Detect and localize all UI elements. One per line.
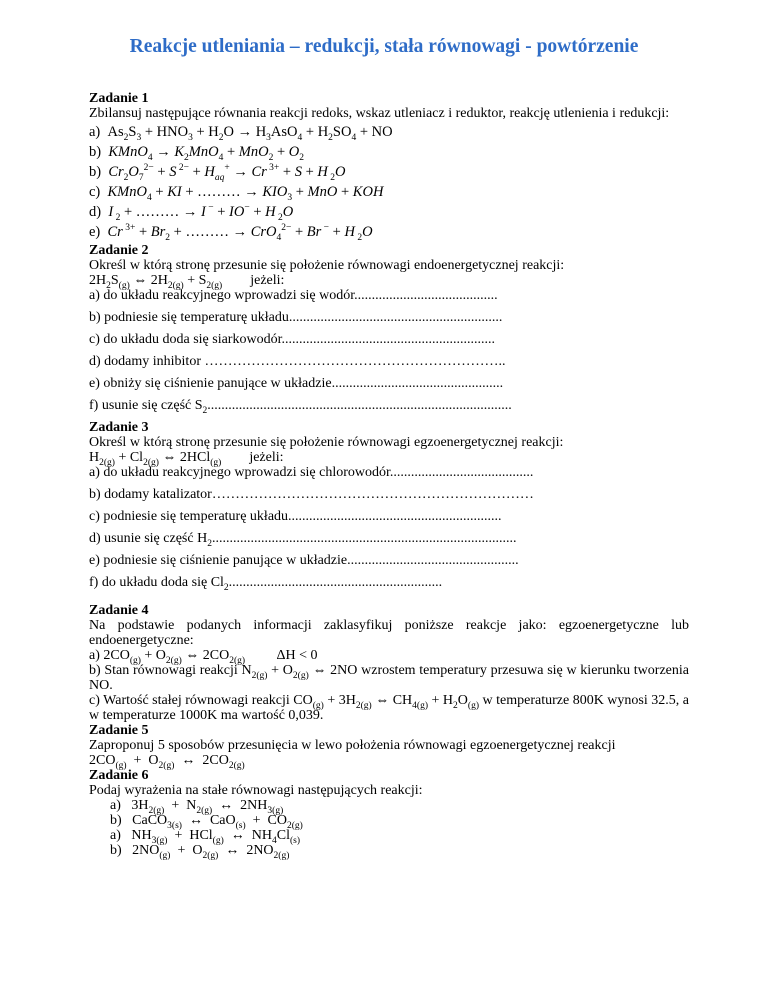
task-1-text: Zbilansuj następujące równania reakcji redoks, wskaz utleniacz i reduktor, reakcję utlenienia i redukcji: <box>89 106 670 121</box>
equation-1e: e) Cr $^{3+} + Br_2$ + ……… → CrO$_4^{2-}$ + Br − + H $_2$O <box>89 223 373 243</box>
task-3-heading: Zadanie 3 <box>89 420 149 435</box>
task-2-item-a: a) do układu reakcyjnego wprowadzi się wodór......................................... <box>89 288 498 303</box>
task-3-text: Określ w którą stronę przesunie się położenie równowagi egzoenergetycznej reakcji: <box>89 435 564 450</box>
task-2-text: Określ w którą stronę przesunie się położenie równowagi endoenergetycznej reakcji: <box>89 258 565 273</box>
task-6-item-d: b) $2NO_{(g)} + O_{2(g)}$ ↔ $2NO_{2(g)}$ <box>110 843 290 861</box>
task-4-item-a: a) $2CO_{(g)} + O_{2(g)}$ ⇔ $2CO_{2(g)}$ ΔH < 0 <box>89 648 318 666</box>
equation-1a: a) $As_2S_3 + HNO_3 + H_2O \to H_3AsO_4 + H_2SO_4$ + NO <box>89 124 393 143</box>
task-1-heading: Zadanie 1 <box>89 91 149 106</box>
task-5-heading: Zadanie 5 <box>89 723 149 738</box>
task-4-item-b: b) Stan równowagi reakcji $N_{2(g)} + O_{2(g)}$ ⇔ 2NO wzrostem temperatury przesuwa się w kierunku tworzenia NO. <box>89 663 689 693</box>
task-2-item-d: d) dodamy inhibitor ……………………………………………………….. <box>89 354 506 369</box>
task-5-text: Zaproponuj 5 sposobów przesunięcia w lewo położenia równowagi egzoenergetycznej reakcji <box>89 738 616 753</box>
task-2-item-e: e) obniży się ciśnienie panujące w układzie................................................. <box>89 376 504 391</box>
task-2-item-b: b) podniesie się temperaturę układu............................................................. <box>89 310 503 325</box>
task-6-item-c: a) $NH_{3(g)} + HCl_{(g)}$ ↔ $NH_4Cl_{(s)}$ <box>110 828 300 846</box>
task-6-heading: Zadanie 6 <box>89 768 149 783</box>
equation-1b2: b) $Cr_2O_7^{2-} + S$ $^{2-} + H_{aq}^+ \to Cr$ $^{3+}$ + S + H $_2$O <box>89 163 346 183</box>
task-2-reaction: $2H_2S_{(g)}$ ⇔ $2H_{2(g)} + S_{2(g)}$ jeżeli: <box>89 273 285 291</box>
document-title: Reakcje utleniania – redukcji, stała równowagi - powtórzenie <box>129 36 639 57</box>
task-6-text: Podaj wyrażenia na stałe równowagi następujących reakcji: <box>89 783 423 798</box>
equation-1c: c) KMnO$_4$ + KI + ……… → $KIO_3$ + MnO + KOH <box>89 184 384 203</box>
task-4-item-c: c) Wartość stałej równowagi reakcji $CO_{(g)} + 3H_{2(g)}$ ⇔ $CH_{4(g)} + H_2O_{(g)}$ w temperaturze 800K wynosi 32.5, a w temperaturze 1000K ma wartość 0,039. <box>89 693 689 723</box>
task-3-item-a: a) do układu reakcyjnego wprowadzi się chlorowodór......................................... <box>89 465 534 480</box>
task-4-heading: Zadanie 4 <box>89 603 149 618</box>
task-3-item-e: e) podniesie się ciśnienie panujące w układzie................................................. <box>89 553 519 568</box>
task-2-item-f: f) usunie się część $S_2$....................................................................................... <box>89 398 512 416</box>
task-6-item-a: a) $3H_{2(g)} + N_{2(g)}$ ↔ $2NH_{3(g)}$ <box>110 798 284 816</box>
task-4-text: Na podstawie podanych informacji zaklasyfikuj poniższe reakcje jako: egzoenergetyczne lub endoenergetyczne: <box>89 618 689 648</box>
task-2-heading: Zadanie 2 <box>89 243 149 258</box>
equation-1d: d) I $_2$ + ……… → I − + IO− + H $_2$O <box>89 203 294 223</box>
task-5-reaction: $2CO_{(g)} + O_{2(g)}$ ↔ $2CO_{2(g)}$ <box>89 753 245 771</box>
task-3-item-d: d) usunie się część $H_2$....................................................................................... <box>89 531 517 549</box>
task-3-item-b: b) dodamy katalizator…………………………………………………………… <box>89 487 534 502</box>
task-3-item-c: c) podniesie się temperaturę układu............................................................. <box>89 509 502 524</box>
task-6-item-b: b) CaCO$_{3(s)}$ ↔ $CaO_{(s)} + CO_{2(g)}$ <box>110 813 303 831</box>
task-3-reaction: $H_{2(g)} + Cl_{2(g)}$ ⇔ 2HCl$_{(g)}$ jeżeli: <box>89 450 284 468</box>
equation-1b: b) KMnO$_4$ → $K_2MnO_4 + MnO_2 + O_2$ <box>89 144 304 163</box>
task-2-item-c: c) do układu doda się siarkowodór............................................................. <box>89 332 495 347</box>
task-3-item-f: f) do układu doda się $Cl_2$............................................................. <box>89 575 443 593</box>
document-content <box>89 91 689 861</box>
